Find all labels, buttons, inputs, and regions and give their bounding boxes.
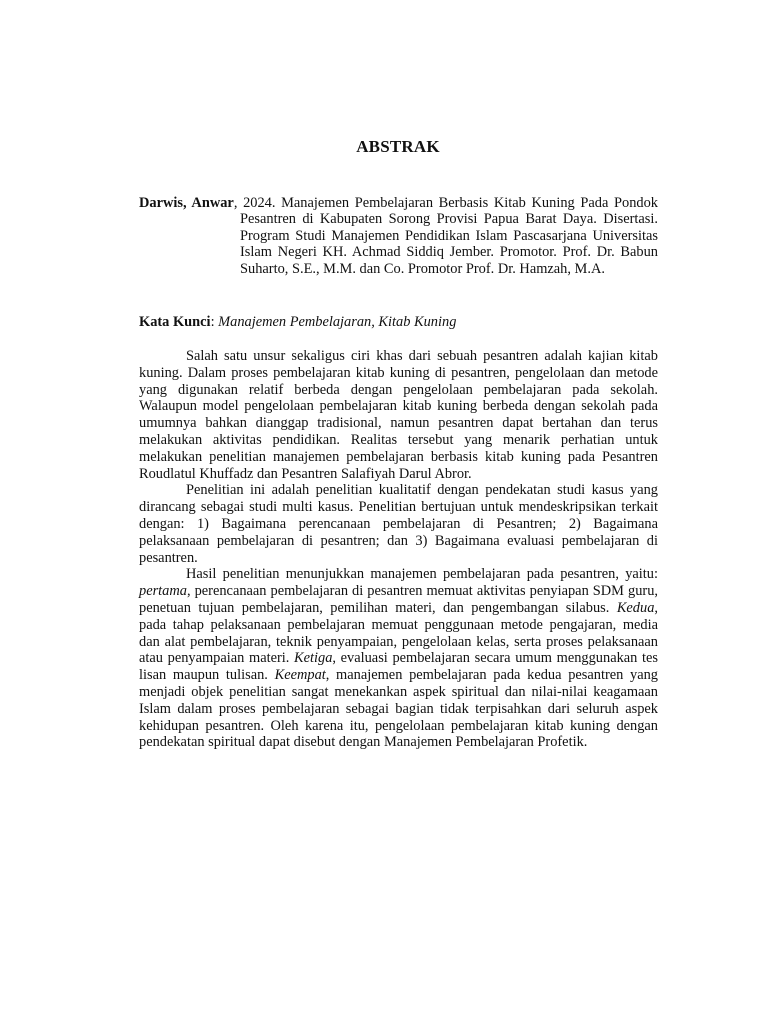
paragraph-3-text: , pada tahap pelaksanaan pembelajaran memuat penggunaan metode pengajaran, media dan alat pembelajaran, teknik penyampaian, pengelolaan kelas, serta proses pelaksanaan atau penyampaian materi.	[139, 599, 658, 667]
keywords	[139, 314, 658, 330]
citation	[139, 195, 658, 277]
keywords-value: Manajemen Pembelajaran, Kitab Kuning	[218, 314, 457, 330]
paragraph-3-text: , evaluasi pembelajaran secara umum menggunakan tes lisan maupun tulisan.	[139, 650, 658, 684]
page-title: ABSTRAK	[356, 137, 440, 156]
paragraph-1: Salah satu unsur sekaligus ciri khas dari sebuah pesantren adalah kajian kitab kuning. Dalam proses pembelajaran kitab kuning di pesantren, pengelolaan dan metode yang digunakan relatif berbeda dengan pengelolaan pembelajaran pada sekolah. Walaupun model pengelolaan pembelajaran kitab kuning berbeda dengan sekolah pada umumnya bahkan dianggap tradisional, namun pesantren dapat bertahan dan terus melakukan aktivitas pendidikan. Realitas tersebut yang menarik perhatian untuk melakukan penelitian manajemen pembelajaran berbasis kitab kuning pada Pesantren Roudlatul Khuffadz dan Pesantren Salafiyah Darul Abror.	[139, 348, 658, 482]
paragraph-3-text: , manajemen pembelajaran pada kedua pesantren yang menjadi objek penelitian sangat menekankan aspek spiritual dan nilai-nilai keagamaan Islam dalam proses pembelajaran sebagai bagian tidak terpisahkan dari seluruh aspek kehidupan pesantren. Oleh karena itu, pengelolaan pembelajaran kitab kuning dengan pendekatan spiritual dapat disebut dengan Manajemen Pembelajaran Profetik.	[139, 667, 658, 751]
abstract-body	[139, 348, 658, 751]
paragraph-2: Penelitian ini adalah penelitian kualitatif dengan pendekatan studi kasus yang dirancang sebagai studi multi kasus. Penelitian bertujuan untuk mendeskripsikan terkait dengan: 1) Bagaimana perencanaan pembelajaran di Pesantren; 2) Bagaimana pelaksanaan pembelajaran di pesantren; dan 3) Bagaimana evaluasi pembelajaran di pesantren.	[139, 482, 658, 566]
paragraph-3-emphasis: Kedua	[616, 599, 655, 616]
paragraph-3-emphasis: Ketiga	[294, 650, 333, 667]
citation-author: Darwis, Anwar	[139, 195, 234, 211]
paragraph-3-text: , perencanaan pembelajaran di pesantren memuat aktivitas penyiapan SDM guru, penetuan tujuan pembelajaran, pemilihan materi, dan pengembangan silabus.	[139, 583, 658, 616]
keywords-label: Kata Kunci	[139, 314, 211, 330]
keywords-separator: :	[210, 314, 219, 330]
paragraph-3-text: Hasil penelitian menunjukkan manajemen pembelajaran pada pesantren, yaitu:	[186, 566, 658, 583]
paragraph-3-emphasis: pertama	[139, 583, 187, 600]
citation-text: , 2024. Manajemen Pembelajaran Berbasis Kitab Kuning Pada Pondok Pesantren di Kabupaten Sorong Provisi Papua Barat Daya. Disertasi. Program Studi Manajemen Pendidikan Islam Pascasarjana Universitas Islam Negeri KH. Achmad Siddiq Jember. Promotor. Prof. Dr. Babun Suharto, S.E., M.M. dan Co. Promotor Prof. Dr. Hamzah, M.A.	[233, 195, 658, 277]
paragraph-3-emphasis: Keempat	[274, 667, 326, 684]
paragraph-3	[139, 566, 658, 751]
